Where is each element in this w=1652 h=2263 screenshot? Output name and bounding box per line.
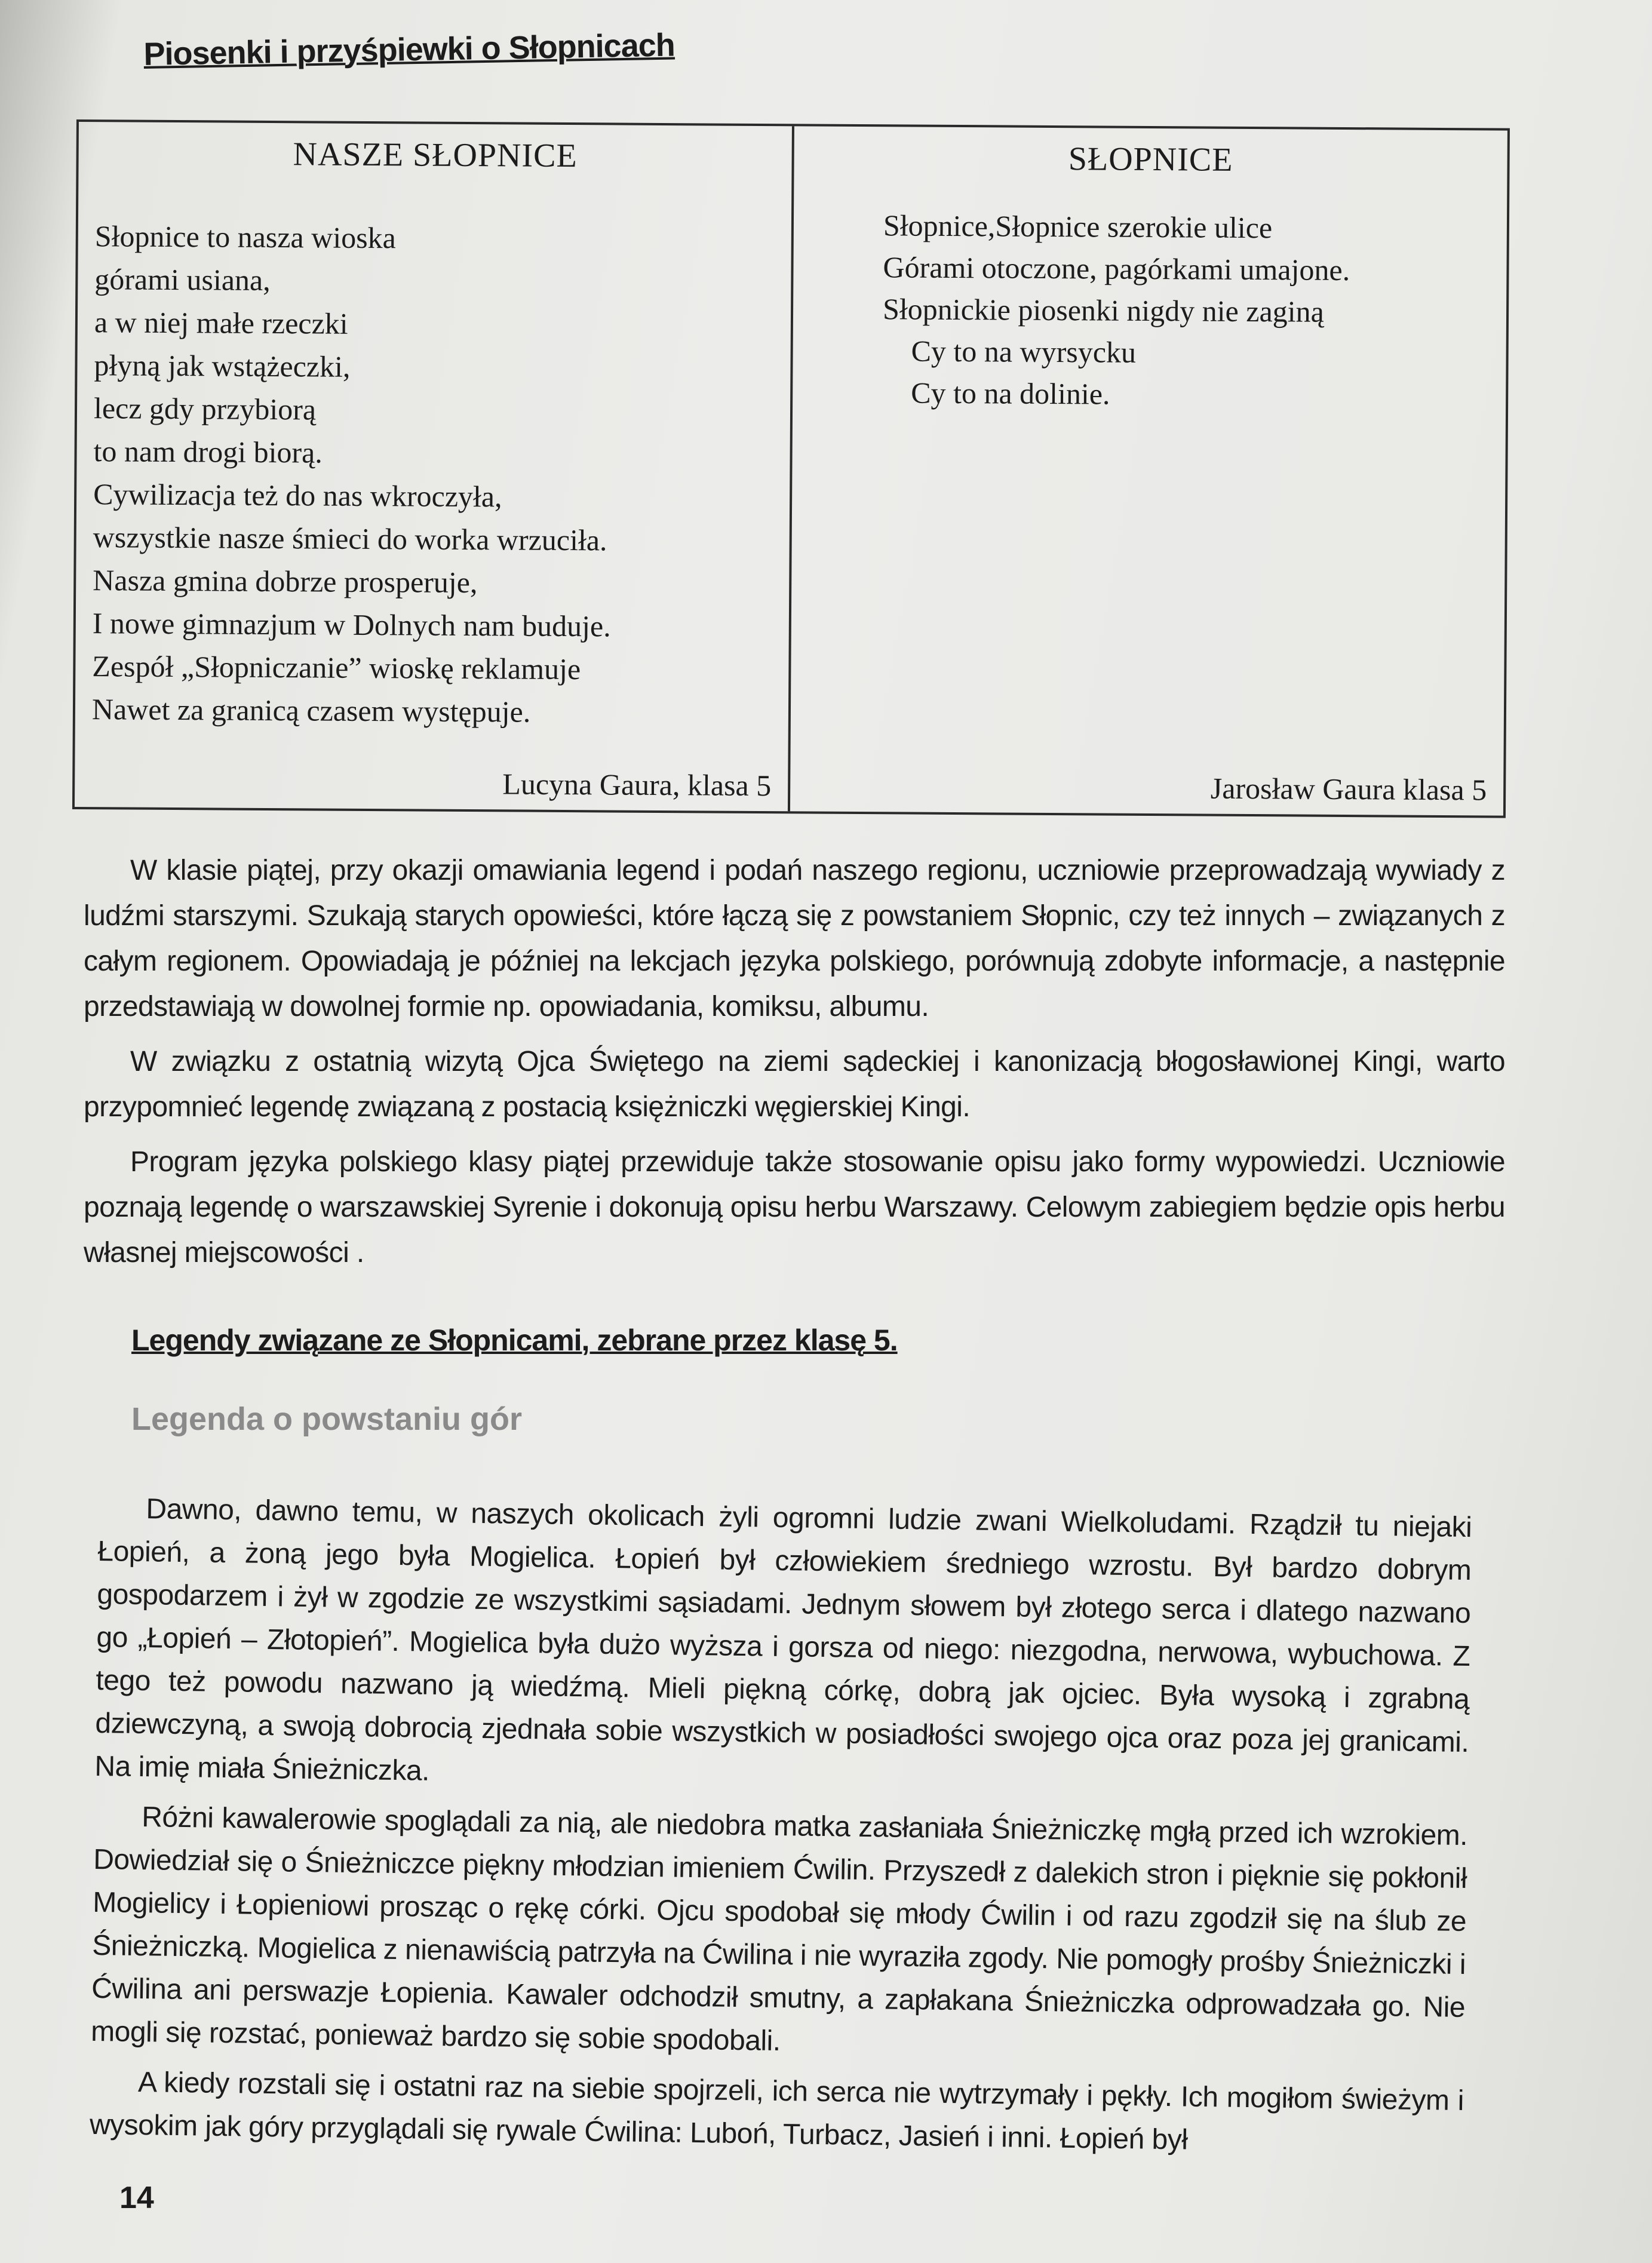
poem-title: NASZE SŁOPNICE [293, 136, 578, 175]
poem-table [72, 119, 1510, 818]
poem-line: Nasza gmina dobrze prosperuje, [93, 563, 478, 600]
poem-line: Słopnickie piosenki nigdy nie zaginą [882, 292, 1324, 328]
legend-text [89, 1487, 1472, 2173]
poem-author: Jarosław Gaura klasa 5 [1210, 771, 1487, 807]
poem-line: to nam drogi biorą. [93, 434, 323, 469]
poem-lines [882, 204, 1350, 416]
poem-cell-nasze-slopnice [75, 122, 794, 811]
legends-heading: Legendy związane ze Słopnicami, zebrane przez klasę 5. [131, 1324, 898, 1357]
poem-line: Słopnice to nasza wioska [94, 219, 397, 255]
poem-title: SŁOPNICE [1068, 140, 1233, 179]
body-paragraphs [84, 848, 1505, 1276]
poem-line: Cy to na dolinie. [911, 376, 1110, 411]
body-paragraph: W klasie piątej, przy okazji omawiania legend i podań naszego regionu, uczniowie przeprowadzają wywiady z ludźmi starszymi. Szukają starych opowieści, które łączą się z powstaniem Słopnic, czy też innych – związanych z całym regionem. Opowiadają je później na lekcjach języka polskiego, porównują zdobyte informacje, a następnie przedstawiają w dowolnej formie np. opowiadania, komiksu, albumu. [84, 855, 1505, 1023]
poem-line: Cy to na wyrsycku [911, 334, 1137, 369]
section-title: Piosenki i przyśpiewki o Słopnicach [143, 27, 675, 72]
poem-author: Lucyna Gaura, klasa 5 [502, 767, 772, 803]
legend-paragraph: Różni kawalerowie spoglądali za nią, ale niedobra matka zasłaniała Śnieżniczkę mgłą przed ich wzrokiem. Dowiedział się o Śnieżniczce piękny młodzian imieniem Ćwilin. Przyszedł z dalekich stron i pięknie się pokłonił Mogielicy i Łopieniowi prosząc o rękę córki. Ojcu spodobał się młody Ćwilin i od razu zgodził się na ślub ze Śnieżniczką. Mogielica z nienawiścią patrzyła na Ćwilina i nie wyraziła zgody. Nie pomogły prośby Śnieżniczki i Ćwilina ani perswazje Łopienia. Kawaler odchodził smutny, a zapłakana Śnieżniczka odprowadzała go. Nie mogli się rozstać, ponieważ bardzo się sobie spodobali. [90, 1801, 1468, 2058]
poem-line: wszystkie nasze śmieci do worka wrzuciła. [93, 520, 607, 557]
poem-line: Cywilizacja też do nas wkroczyła, [93, 477, 502, 514]
poem-line: a w niej małe rzeczki [94, 305, 348, 340]
poem-line: Zespół „Słopniczanie” wioskę reklamuje [92, 649, 581, 686]
poem-line: Słopnice,Słopnice szerokie ulice [883, 208, 1273, 245]
poem-line: Nawet za granicą czasem występuje. [91, 692, 531, 729]
legend-title: Legenda o powstaniu gór [131, 1401, 523, 1437]
poem-line: płyną jak wstążeczki, [94, 348, 351, 383]
poem-line: górami usiana, [94, 262, 271, 297]
body-paragraph: Program języka polskiego klasy piątej przewiduje także stosowanie opisu jako formy wypowiedzi. Uczniowie poznają legendę o warszawskiej Syrenie i dokonują opisu herbu Warszawy. Celowym zabiegiem będzie opis herbu własnej miejscowości . [84, 1146, 1505, 1269]
page-number: 14 [119, 2181, 154, 2215]
body-paragraph: W związku z ostatnią wizytą Ojca Świętego na ziemi sądeckiej i kanonizacją błogosławionej Kingi, warto przypomnieć legendę związaną z postacią księżniczki węgierskiej Kingi. [84, 1046, 1505, 1123]
poem-lines [92, 214, 613, 733]
legend-paragraph: A kiedy rozstali się i ostatni raz na siebie spojrzeli, ich serca nie wytrzymały i pękły. Ich mogiłom świeżym i wysokim jak góry przyglądali się rywale Ćwilina: Luboń, Turbacz, Jasień i inni. Łopień był [89, 2067, 1464, 2156]
poem-line: Górami otoczone, pagórkami umajone. [883, 250, 1350, 287]
poem-cell-slopnice [790, 126, 1507, 815]
poem-line: lecz gdy przybiorą [93, 391, 317, 426]
legend-paragraph: Dawno, dawno temu, w naszych okolicach żyli ogromni ludzie zwani Wielkoludami. Rządził tu niejaki Łopień, a żoną jego była Mogielica. Łopień był człowiekiem średniego wzrostu. Był bardzo dobrym gospodarzem i żył w zgodzie ze wszystkimi sąsiadami. Jednym słowem był złotego serca i dlatego nazwano go „Łopień – Złotopień”. Mogielica była dużo wyższa i gorsza od niego: niezgodna, nerwowa, wybuchowa. Z tego też powodu nazwano ją wiedźmą. Mieli piękną córkę, dobrą jak ojciec. Była wysoką i zgrabną dziewczyną, a swoją dobrocią zjednała sobie wszystkich w posiadłości swojego ojca oraz poza jej granicami. Na imię miała Śnieżniczka. [94, 1493, 1472, 1787]
poem-line: I nowe gimnazjum w Dolnych nam buduje. [92, 606, 611, 643]
